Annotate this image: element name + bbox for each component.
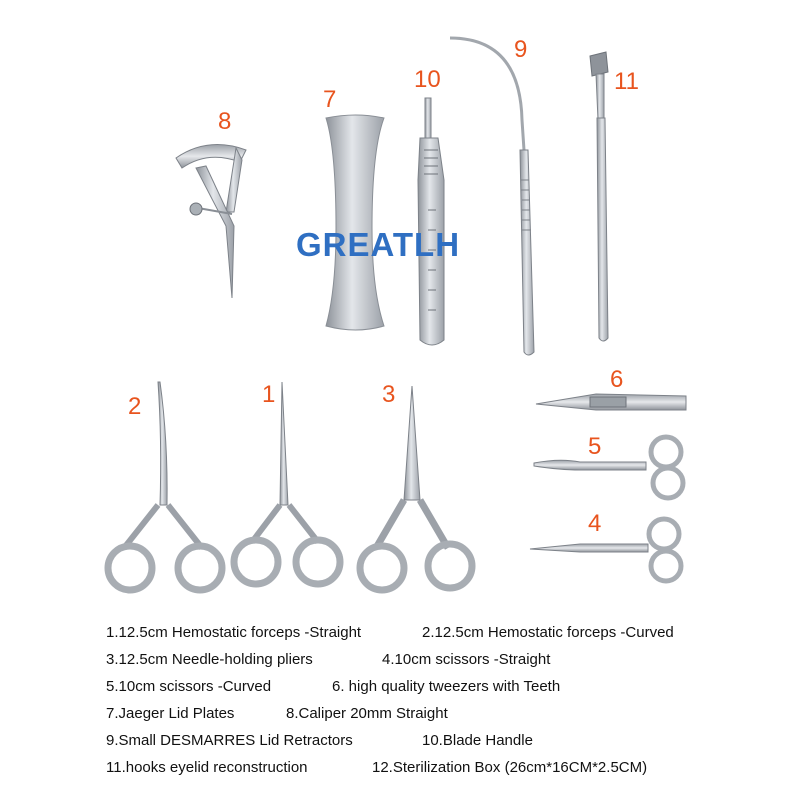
instrument-number-11: 11 (614, 68, 639, 95)
legend-item: 3.12.5cm Needle-holding pliers (106, 651, 313, 668)
instrument-legend (106, 624, 786, 786)
hemostatic-forceps-straight-icon (234, 382, 340, 584)
legend-row (106, 624, 786, 651)
legend-item: 10.Blade Handle (422, 732, 533, 749)
legend-item: 1.12.5cm Hemostatic forceps -Straight (106, 624, 362, 641)
legend-item: 4.10cm scissors -Straight (382, 651, 551, 668)
scissors-curved-icon (534, 437, 683, 498)
legend-row (106, 732, 786, 759)
eyelid-hook-icon (590, 52, 608, 341)
instrument-number-7: 7 (323, 86, 337, 113)
instrument-number-1: 1 (262, 381, 276, 408)
legend-item: 9.Small DESMARRES Lid Retractors (106, 732, 353, 749)
legend-item: 6. high quality tweezers with Teeth (332, 678, 561, 695)
instrument-number-9: 9 (514, 36, 528, 63)
instrument-number-5: 5 (588, 433, 602, 460)
legend-row (106, 759, 786, 786)
instrument-number-8: 8 (218, 108, 232, 135)
legend-row (106, 705, 786, 732)
legend-row (106, 651, 786, 678)
legend-item: 7.Jaeger Lid Plates (106, 705, 235, 722)
instrument-number-10: 10 (414, 66, 441, 93)
needle-holder-icon (360, 386, 472, 590)
lid-plate-icon (326, 115, 384, 330)
blade-handle-icon (418, 98, 444, 345)
instrument-number-3: 3 (382, 381, 396, 408)
instrument-number-2: 2 (128, 393, 142, 420)
legend-item: 8.Caliper 20mm Straight (286, 705, 448, 722)
legend-item: 2.12.5cm Hemostatic forceps -Curved (422, 624, 674, 641)
caliper-icon (176, 145, 246, 298)
brand-watermark: GREATLH (296, 226, 461, 263)
lid-retractor-icon (450, 38, 534, 355)
tweezers-icon (536, 394, 686, 410)
instrument-number-4: 4 (588, 510, 602, 537)
legend-row (106, 678, 786, 705)
legend-item: 12.Sterilization Box (26cm*16CM*2.5CM) (372, 759, 648, 776)
legend-item: 11.hooks eyelid reconstruction (106, 759, 308, 776)
scissors-straight-icon (530, 519, 681, 581)
instrument-number-6: 6 (610, 366, 624, 393)
legend-item: 5.10cm scissors -Curved (106, 678, 272, 695)
hemostatic-forceps-curved-icon (108, 382, 222, 590)
